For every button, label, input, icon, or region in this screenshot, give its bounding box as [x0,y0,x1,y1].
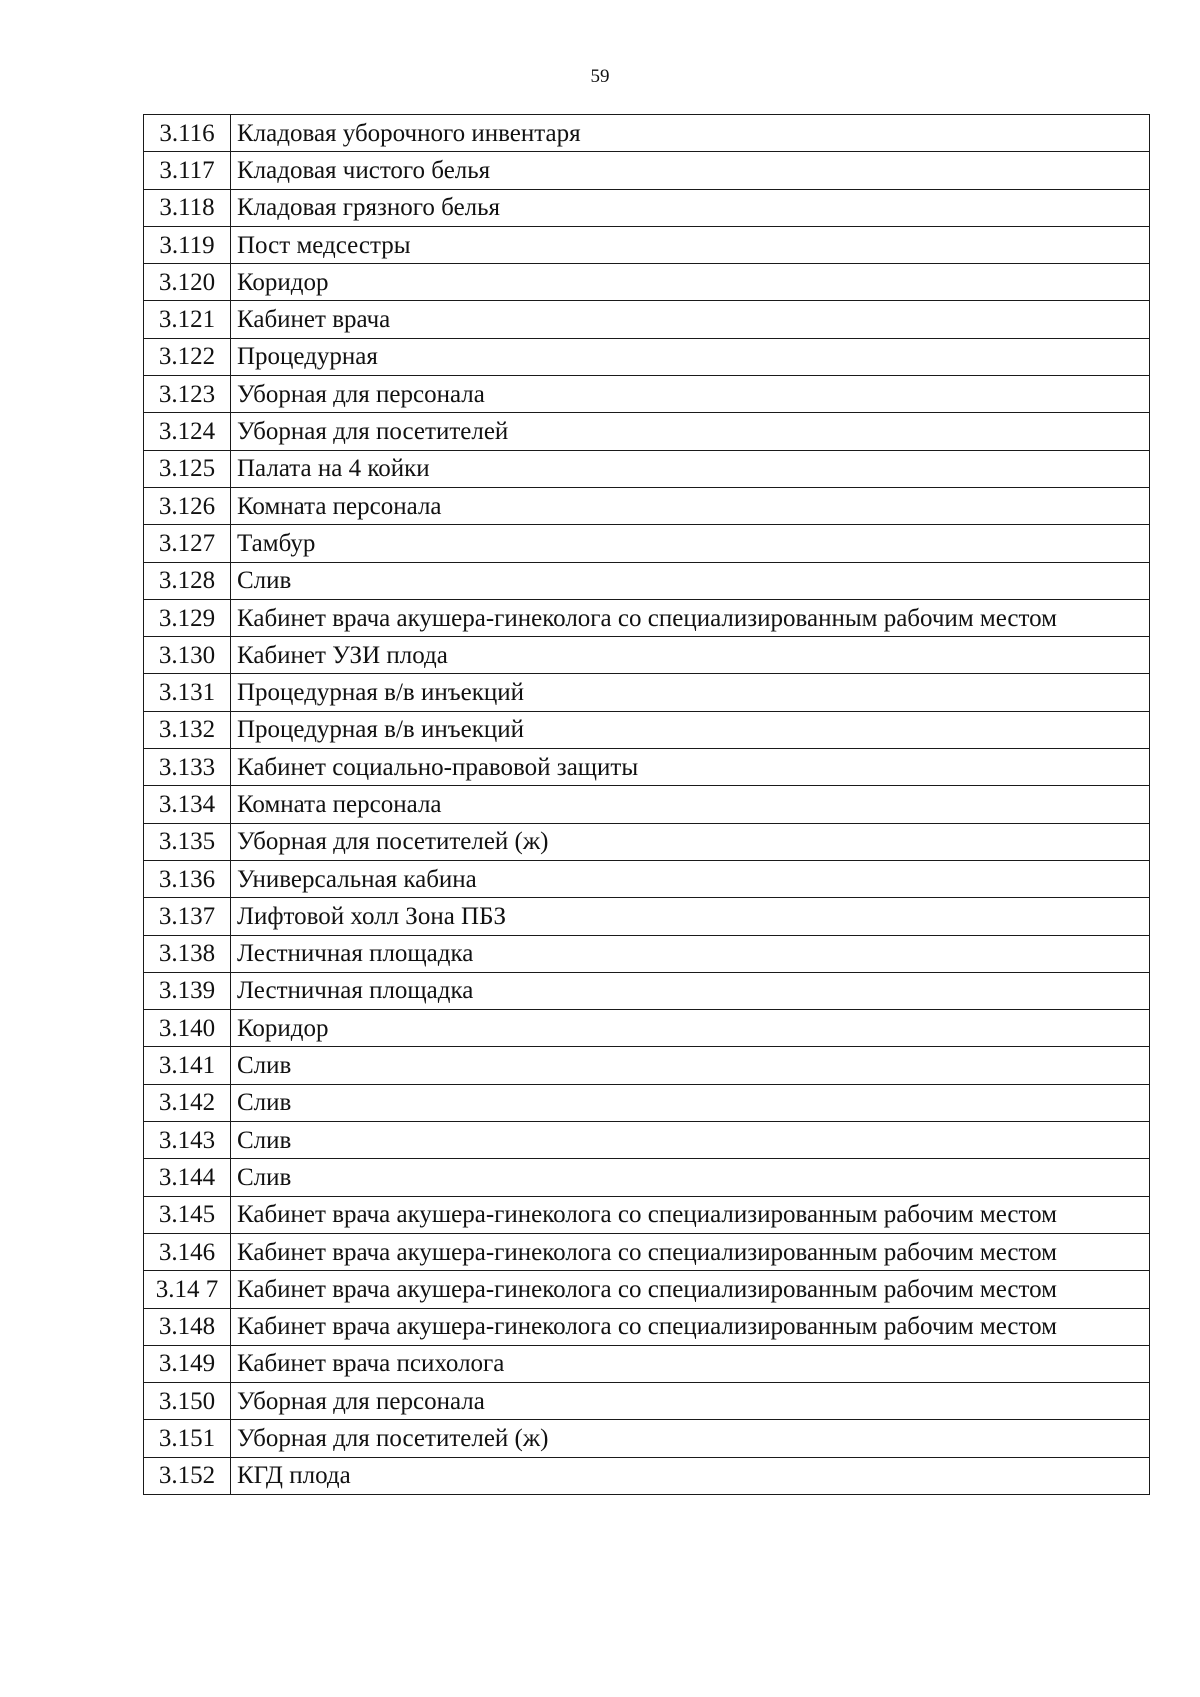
table-row [144,674,1150,711]
room-name-cell: Коридор [231,1010,1150,1047]
page-number: 59 [590,66,610,87]
table-row [144,1345,1150,1382]
table-row [144,1196,1150,1233]
table-row [144,1047,1150,1084]
room-name-cell: Слив [231,562,1150,599]
table-row [144,1457,1150,1494]
table-row [144,413,1150,450]
room-name-cell: Слив [231,1122,1150,1159]
table-row [144,376,1150,413]
room-name-cell: Слив [231,1159,1150,1196]
table-row [144,1383,1150,1420]
room-number-cell: 3.137 [144,898,231,935]
table-row [144,264,1150,301]
room-name-cell: Кабинет социально-правовой защиты [231,749,1150,786]
table-row [144,450,1150,487]
table-row [144,1420,1150,1457]
room-number-cell: 3.127 [144,525,231,562]
room-number-cell: 3.136 [144,860,231,897]
rooms-table-body [144,115,1150,1495]
table-row [144,115,1150,152]
room-number-cell: 3.148 [144,1308,231,1345]
room-name-cell: Уборная для персонала [231,376,1150,413]
room-number-cell: 3.145 [144,1196,231,1233]
room-name-cell: Кабинет врача акушера-гинеколога со специализированным рабочим местом [231,1233,1150,1270]
table-row [144,525,1150,562]
table-row [144,1233,1150,1270]
room-name-cell: Процедурная в/в инъекций [231,711,1150,748]
room-number-cell: 3.121 [144,301,231,338]
room-name-cell: Кабинет врача акушера-гинеколога со специализированным рабочим местом [231,599,1150,636]
room-number-cell: 3.143 [144,1122,231,1159]
table-row [144,226,1150,263]
room-number-cell: 3.149 [144,1345,231,1382]
room-name-cell: Пост медсестры [231,226,1150,263]
table-row [144,152,1150,189]
table-row [144,1308,1150,1345]
room-name-cell: Универсальная кабина [231,860,1150,897]
room-number-cell: 3.123 [144,376,231,413]
room-name-cell: Лестничная площадка [231,972,1150,1009]
room-number-cell: 3.135 [144,823,231,860]
table-row [144,562,1150,599]
room-number-cell: 3.144 [144,1159,231,1196]
room-name-cell: Уборная для персонала [231,1383,1150,1420]
table-row [144,898,1150,935]
table-row [144,637,1150,674]
room-number-cell: 3.142 [144,1084,231,1121]
room-name-cell: Комната персонала [231,786,1150,823]
room-name-cell: Слив [231,1084,1150,1121]
room-number-cell: 3.130 [144,637,231,674]
room-name-cell: Уборная для посетителей [231,413,1150,450]
room-name-cell: Комната персонала [231,487,1150,524]
room-name-cell: Коридор [231,264,1150,301]
room-number-cell: 3.141 [144,1047,231,1084]
table-row [144,1122,1150,1159]
room-name-cell: Палата на 4 койки [231,450,1150,487]
room-number-cell: 3.131 [144,674,231,711]
table-row [144,338,1150,375]
room-name-cell: КГД плода [231,1457,1150,1494]
room-number-cell: 3.151 [144,1420,231,1457]
room-number-cell: 3.138 [144,935,231,972]
room-name-cell: Слив [231,1047,1150,1084]
room-name-cell: Процедурная в/в инъекций [231,674,1150,711]
table-row [144,749,1150,786]
table-row [144,860,1150,897]
room-name-cell: Тамбур [231,525,1150,562]
table-row [144,1271,1150,1308]
room-number-cell: 3.117 [144,152,231,189]
table-row [144,487,1150,524]
room-name-cell: Кладовая уборочного инвентаря [231,115,1150,152]
room-name-cell: Процедурная [231,338,1150,375]
table-row [144,1084,1150,1121]
room-name-cell: Кабинет врача акушера-гинеколога со специализированным рабочим местом [231,1308,1150,1345]
room-number-cell: 3.150 [144,1383,231,1420]
room-number-cell: 3.126 [144,487,231,524]
room-number-cell: 3.116 [144,115,231,152]
room-number-cell: 3.146 [144,1233,231,1270]
table-row [144,935,1150,972]
table-row [144,1010,1150,1047]
room-name-cell: Лифтовой холл Зона ПБЗ [231,898,1150,935]
rooms-table [143,114,1150,1495]
room-number-cell: 3.119 [144,226,231,263]
table-row [144,972,1150,1009]
room-number-cell: 3.140 [144,1010,231,1047]
room-number-cell: 3.152 [144,1457,231,1494]
room-number-cell: 3.132 [144,711,231,748]
table-row [144,823,1150,860]
room-name-cell: Кабинет врача [231,301,1150,338]
table-row [144,711,1150,748]
room-name-cell: Кабинет врача акушера-гинеколога со специализированным рабочим местом [231,1271,1150,1308]
room-name-cell: Уборная для посетителей (ж) [231,823,1150,860]
room-number-cell: 3.125 [144,450,231,487]
room-name-cell: Уборная для посетителей (ж) [231,1420,1150,1457]
room-number-cell: 3.122 [144,338,231,375]
table-row [144,189,1150,226]
room-number-cell: 3.129 [144,599,231,636]
room-name-cell: Кабинет врача психолога [231,1345,1150,1382]
table-row [144,301,1150,338]
table-row [144,1159,1150,1196]
room-name-cell: Кладовая чистого белья [231,152,1150,189]
room-number-cell: 3.133 [144,749,231,786]
room-number-cell: 3.14 7 [144,1271,231,1308]
table-row [144,599,1150,636]
room-number-cell: 3.139 [144,972,231,1009]
room-name-cell: Лестничная площадка [231,935,1150,972]
room-number-cell: 3.134 [144,786,231,823]
room-number-cell: 3.128 [144,562,231,599]
room-number-cell: 3.118 [144,189,231,226]
room-number-cell: 3.120 [144,264,231,301]
table-row [144,786,1150,823]
room-name-cell: Кабинет врача акушера-гинеколога со специализированным рабочим местом [231,1196,1150,1233]
room-name-cell: Кабинет УЗИ плода [231,637,1150,674]
room-number-cell: 3.124 [144,413,231,450]
room-name-cell: Кладовая грязного белья [231,189,1150,226]
